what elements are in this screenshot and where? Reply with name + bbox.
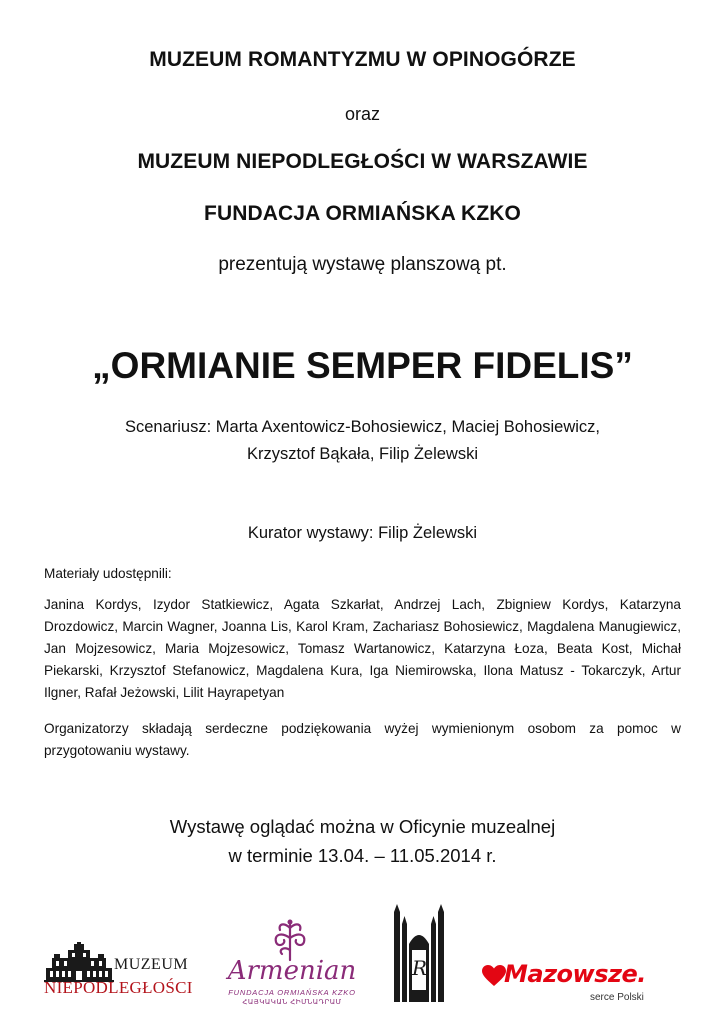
script-authors-line1: Scenariusz: Marta Axentowicz-Bohosiewicz, Maciej Bohosiewicz, (124, 418, 601, 436)
exhibition-title: „ORMIANIE SEMPER FIDELIS” (92, 345, 633, 386)
materials-heading: Materiały udostępnili: (44, 566, 172, 581)
heart-icon (482, 965, 506, 987)
exhibit-info (0, 812, 725, 870)
muzeum-logo-top-text: MUZEUM (114, 956, 189, 973)
armenian-logo-main-text: Armenian (227, 956, 357, 986)
exhibit-location: Wystawę oglądać można w Oficynie muzealnej (169, 816, 556, 837)
mazowsze-logo (480, 960, 660, 1010)
muzeum-romantyzmu-logo (394, 904, 444, 1002)
sponsor-logos (0, 890, 725, 1024)
conjunction-text: oraz (344, 104, 380, 124)
organizer-museum-independence: MUZEUM NIEPODLEGŁOŚCI W WARSZAWIE (137, 150, 588, 173)
armenian-foundation-logo (222, 918, 362, 1008)
curator-text: Kurator wystawy: Filip Żelewski (247, 524, 478, 542)
organizer-foundation: FUNDACJA ORMIAŃSKA KZKO (204, 202, 521, 225)
armenian-logo-sub-text-armenian: ՀԱՅԿԱԿԱՆ ՀԻՄՆԱԴՐԱՄ (242, 999, 342, 1006)
muzeum-logo-bottom-text: NIEPODLEGŁOŚCI (44, 978, 193, 997)
mazowsze-logo-sub-text: serce Polski (590, 992, 644, 1003)
romantyzm-logo-letter: R (412, 956, 428, 980)
script-authors-line2: Krzysztof Bąkała, Filip Żelewski (246, 445, 479, 463)
romantyzm-emblem-icon (394, 904, 444, 1002)
mazowsze-logo-main-text: Mazowsze. (504, 960, 646, 988)
presents-text: prezentują wystawę planszową pt. (218, 254, 507, 275)
muzeum-niepodleglosci-logo (44, 940, 194, 1000)
armenian-logo-sub-text: FUNDACJA ORMIAŃSKA KZKO (228, 988, 356, 997)
thanks-text: Organizatorzy składają serdeczne podziękowania wyżej wymienionym osobom za pomoc w przygotowaniu wystawy. (44, 721, 681, 758)
organizer-museum-romanticism: MUZEUM ROMANTYZMU W OPINOGÓRZE (149, 48, 576, 71)
materials-names: Janina Kordys, Izydor Statkiewicz, Agata Szkarłat, Andrzej Lach, Zbigniew Kordys, Katarzyna Drozdowicz, Marcin Wagner, Joanna Lis, Karol Kram, Zachariasz Bohosiewicz, Magdalena Manugiewicz, Jan Mojzesowicz, Maria Mojzesowicz, Tomasz Wartanowicz, Katarzyna Łoza, Beata Kost, Michał Piekarski, Krzysztof Stefanowicz, Magdalena Kura, Iga Niemirowska, Ilona Matusz - Tokarczyk, Artur Ilgner, Rafał Jeżowski, Lilit Hayrapetyan (44, 597, 681, 700)
exhibit-dates: w terminie 13.04. – 11.05.2014 r. (228, 845, 497, 866)
